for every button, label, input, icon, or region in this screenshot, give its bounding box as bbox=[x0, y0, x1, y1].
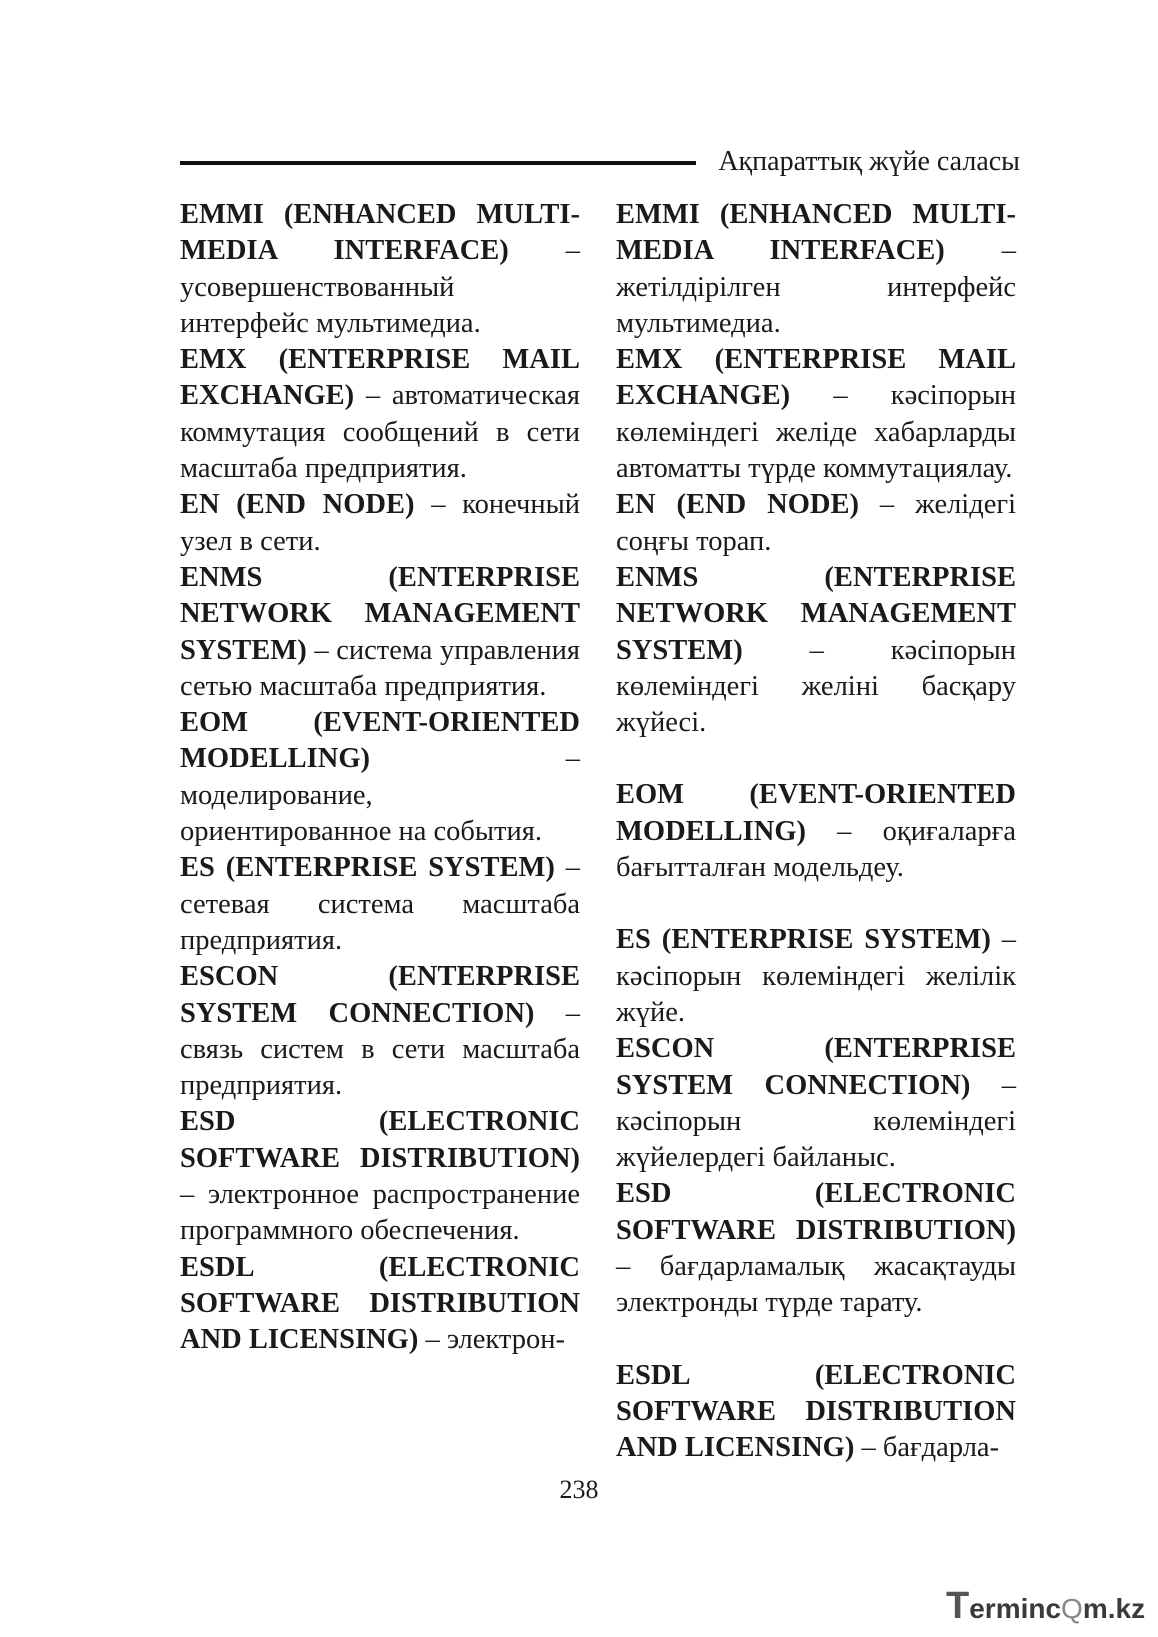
definition: – кәсіпорын көлеміндегі желіде хабарларды автоматты түрде коммутациялау. bbox=[616, 380, 1016, 485]
definition: – бағдарла- bbox=[854, 1432, 1000, 1464]
term: ENMS (ENTERPRISE NETWORK MANAGEMENT SYSTEM) bbox=[616, 561, 1016, 666]
definition: – усовершенствованный интерфейс мультимедиа. bbox=[180, 235, 581, 339]
entry-kz-esdl bbox=[616, 1358, 1016, 1467]
term: ESD (ELECTRONIC SOFTWARE DISTRIBUTION) bbox=[180, 1106, 580, 1174]
term: EOM (EVENT-ORIENTED MODELLING) bbox=[616, 779, 1016, 847]
term: ESDL (ELECTRONIC SOFTWARE DISTRIBUTION AND LICENSING) bbox=[616, 1359, 1016, 1464]
terminqom-logo: TermincQm.kz bbox=[946, 1585, 1146, 1627]
entry-ru-esdl bbox=[180, 1250, 580, 1359]
kazakh-column bbox=[616, 197, 1016, 1467]
term: ESDL (ELECTRONIC SOFTWARE DISTRIBUTION AND LICENSING) bbox=[180, 1251, 580, 1356]
entry-kz-emmi bbox=[616, 197, 1016, 342]
entry-kz-en bbox=[616, 487, 1016, 560]
term: EMX (ENTERPRISE MAIL EXCHANGE) bbox=[180, 344, 580, 412]
definition: – жетілдірілген интерфейс мультимедиа. bbox=[616, 235, 1017, 339]
term: ESCON (ENTERPRISE SYSTEM CONNECTION) bbox=[616, 1033, 1016, 1101]
search-icon: Q bbox=[1061, 1593, 1083, 1624]
entry-ru-emx bbox=[180, 342, 580, 487]
definition: – кәсіпорын көлеміндегі жүйелердегі байланыс. bbox=[616, 1069, 1017, 1174]
definition: – конечный узел в сети. bbox=[180, 489, 581, 557]
definition: – кәсіпорын көлеміндегі желілік жүйе. bbox=[616, 924, 1016, 1028]
definition: – электронное распространение программного обеспечения. bbox=[180, 1179, 580, 1247]
entry-kz-enms bbox=[616, 560, 1016, 741]
entry-ru-eom bbox=[180, 705, 580, 850]
spacer bbox=[616, 886, 1016, 922]
entry-ru-es bbox=[180, 850, 580, 959]
definition: – кәсіпорын көлеміндегі желіні басқару жүйесі. bbox=[616, 634, 1016, 739]
term: ES (ENTERPRISE SYSTEM) bbox=[616, 924, 991, 956]
definition: – оқиғаларға бағытталған модельдеу. bbox=[616, 815, 1016, 884]
definition: – система управления сетью масштаба предприятия. bbox=[180, 634, 580, 702]
running-title: Ақпараттық жүйе саласы bbox=[718, 146, 1020, 177]
entry-kz-eom bbox=[616, 777, 1016, 886]
definition: – моделирование, ориентированное на события. bbox=[180, 743, 580, 848]
term: EMX (ENTERPRISE MAIL EXCHANGE) bbox=[616, 344, 1016, 412]
spacer bbox=[616, 741, 1016, 777]
term: ES (ENTERPRISE SYSTEM) bbox=[180, 852, 555, 884]
header-rule bbox=[180, 161, 696, 165]
term: ENMS (ENTERPRISE NETWORK MANAGEMENT SYSTEM) bbox=[180, 561, 580, 666]
entry-ru-emmi bbox=[180, 197, 580, 342]
entry-ru-esd bbox=[180, 1104, 580, 1249]
russian-column bbox=[180, 197, 580, 1359]
term: EMMI (ENHANCED MULTI-MEDIA INTERFACE) bbox=[180, 199, 580, 267]
definition: – электрон- bbox=[418, 1324, 565, 1356]
definition: – сетевая система масштаба предприятия. bbox=[180, 852, 580, 956]
entry-kz-emx bbox=[616, 342, 1016, 487]
term: EMMI (ENHANCED MULTI-MEDIA INTERFACE) bbox=[616, 199, 1016, 267]
definition: – желідегі соңғы торап. bbox=[616, 489, 1016, 557]
entry-kz-escon bbox=[616, 1031, 1016, 1176]
definition: – связь систем в сети масштаба предприятия. bbox=[180, 997, 581, 1102]
page-number: 238 bbox=[559, 1475, 599, 1504]
entry-ru-enms bbox=[180, 560, 580, 705]
spacer bbox=[616, 1322, 1016, 1358]
term: ESCON (ENTERPRISE SYSTEM CONNECTION) bbox=[180, 961, 580, 1029]
term: EN (END NODE) bbox=[616, 489, 859, 521]
term: EN (END NODE) bbox=[180, 489, 415, 521]
term: EOM (EVENT-ORIENTED MODELLING) bbox=[180, 707, 580, 775]
entry-kz-es bbox=[616, 922, 1016, 1031]
entry-kz-esd bbox=[616, 1176, 1016, 1321]
definition: – бағдарламалық жасақтауды электронды түрде тарату. bbox=[616, 1251, 1016, 1319]
entry-ru-escon bbox=[180, 959, 580, 1104]
entry-ru-en bbox=[180, 487, 580, 560]
definition: – автоматическая коммутация сообщений в сети масштаба предприятия. bbox=[180, 380, 580, 485]
term: ESD (ELECTRONIC SOFTWARE DISTRIBUTION) bbox=[616, 1178, 1016, 1246]
